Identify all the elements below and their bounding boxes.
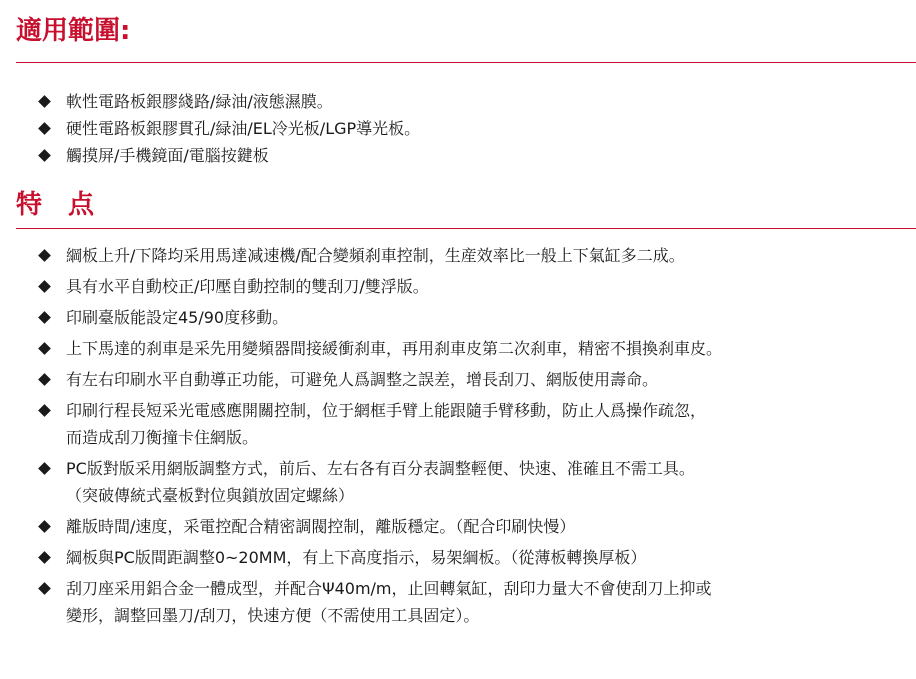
scope-item-text: 硬性電路板銀膠貫孔/緑油/EL冷光板/LGP導光板。 (66, 119, 421, 138)
feature-item (36, 273, 912, 300)
feature-item (36, 366, 912, 393)
scope-heading: 適用範圍: (16, 16, 131, 46)
diamond-bullet-icon (38, 373, 51, 386)
feature-item-text: 刮刀座采用鋁合金一體成型，并配合Ψ40m/m，止回轉氣缸，刮印力量大不會使刮刀上抑或 (66, 579, 712, 598)
feature-item (36, 335, 912, 362)
feature-item (36, 304, 912, 331)
scope-divider (16, 62, 916, 63)
scope-item-text: 軟性電路板銀膠綫路/緑油/液態濕膜。 (66, 92, 333, 111)
feature-item-text: 有左右印刷水平自動導正功能，可避免人爲調整之誤差，增長刮刀、網版使用壽命。 (66, 370, 659, 389)
diamond-bullet-icon (38, 280, 51, 293)
feature-item-text-continued: （突破傳統式臺板對位與鎖放固定螺絲） (66, 486, 355, 505)
diamond-bullet-icon (38, 95, 51, 108)
scope-item (36, 142, 912, 169)
diamond-bullet-icon (38, 551, 51, 564)
scope-item (36, 88, 912, 115)
feature-item (36, 455, 912, 509)
feature-item (36, 242, 912, 269)
scope-list (36, 88, 912, 169)
feature-item (36, 575, 912, 629)
feature-item-text: 印刷臺版能設定45/90度移動。 (66, 308, 289, 327)
scope-item (36, 115, 912, 142)
scope-item-text: 觸摸屏/手機鏡面/電腦按鍵板 (66, 146, 269, 165)
features-list (36, 242, 912, 633)
diamond-bullet-icon (38, 249, 51, 262)
diamond-bullet-icon (38, 311, 51, 324)
diamond-bullet-icon (38, 122, 51, 135)
diamond-bullet-icon (38, 342, 51, 355)
feature-item-text: 印刷行程長短采光電感應開關控制，位于網框手臂上能跟隨手臂移動，防止人爲操作疏忽， (66, 401, 707, 420)
feature-item-text: 綱板與PC版間距調整0~20MM，有上下高度指示，易架綱板。（從薄板轉換厚板） (66, 548, 647, 567)
diamond-bullet-icon (38, 582, 51, 595)
feature-item (36, 544, 912, 571)
features-heading: 特 点 (16, 190, 95, 220)
diamond-bullet-icon (38, 404, 51, 417)
feature-item (36, 397, 912, 451)
feature-item-text-continued: 而造成刮刀衡撞卡住網版。 (66, 428, 259, 447)
feature-item-text: 綱板上升/下降均采用馬達减速機/配合變頻刹車控制，生産效率比一般上下氣缸多二成。 (66, 246, 685, 265)
feature-item (36, 513, 912, 540)
feature-item-text: 上下馬達的刹車是采先用變頻器間接緩衝刹車，再用刹車皮第二次刹車，精密不損換刹車皮。 (66, 339, 723, 358)
feature-item-text-continued: 變形，調整回墨刀/刮刀，快速方便（不需使用工具固定）。 (66, 606, 480, 625)
diamond-bullet-icon (38, 462, 51, 475)
features-divider (16, 228, 916, 229)
feature-item-text: 離版時間/速度，采電控配合精密調閥控制，離版穩定。（配合印刷快慢） (66, 517, 576, 536)
feature-item-text: PC版對版采用網版調整方式，前后、左右各有百分表調整輕便、快速、准確且不需工具。 (66, 459, 695, 478)
diamond-bullet-icon (38, 149, 51, 162)
diamond-bullet-icon (38, 520, 51, 533)
feature-item-text: 具有水平自動校正/印壓自動控制的雙刮刀/雙浮版。 (66, 277, 429, 296)
